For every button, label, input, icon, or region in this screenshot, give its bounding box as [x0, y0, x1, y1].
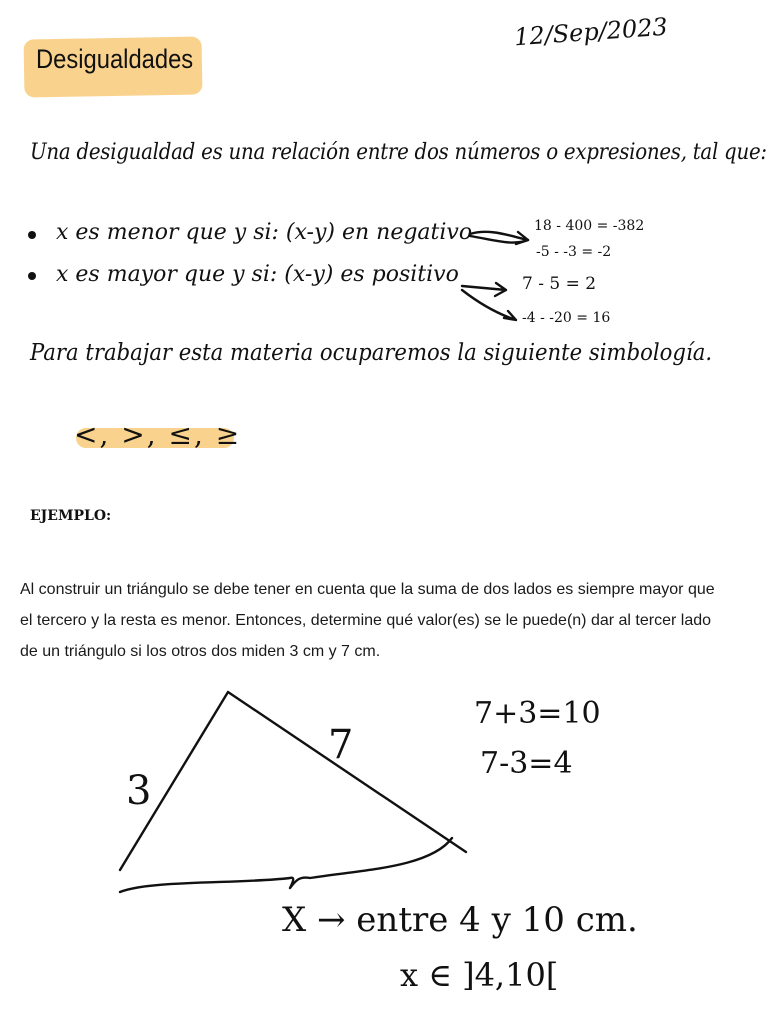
- intro-text: Una desigualdad es una relación entre dos números o expresiones, tal que:: [30, 140, 767, 165]
- symbols-list: <, >, ≤, ≥: [74, 418, 242, 451]
- bullet-2-example-2: -4 - -20 = 16: [522, 310, 611, 326]
- page-title: Desigualdades: [36, 44, 194, 74]
- bullet-1-text: x es menor que y si: (x-y) en negativo: [56, 220, 473, 245]
- bullet-1-example-1: 18 - 400 = -382: [534, 218, 645, 234]
- problem-text: Al construir un triángulo se debe tener en cuenta que la suma de dos lados es siempre mayor que el tercero y la resta es menor. Entonces, determine qué valor(es) se le puede(n) dar al tercer lado de un triángulo si los otros dos miden 3 cm y 7 cm.: [20, 581, 715, 660]
- symbology-intro: Para trabajar esta materia ocuparemos la siguiente simbología.: [30, 340, 713, 366]
- brace-icon: [120, 838, 452, 892]
- bullet-2-example-1: 7 - 5 = 2: [522, 274, 597, 294]
- bullet-1-example-2: -5 - -3 = -2: [536, 244, 612, 260]
- side-b-label: 7: [328, 722, 354, 768]
- arrow-3-icon: [462, 290, 516, 320]
- example-label: EJEMPLO:: [30, 508, 112, 524]
- bullet-2-text: x es mayor que y si: (x-y) es positivo: [56, 262, 459, 287]
- interval-text: x ∈ ]4,10[: [400, 956, 559, 994]
- side-a-label: 3: [126, 768, 152, 814]
- answer-text: X → entre 4 y 10 cm.: [282, 900, 638, 940]
- triangle-icon: [120, 692, 466, 870]
- calc-diff: 7-3=4: [480, 746, 573, 781]
- page-date: 12/Sep/2023: [513, 12, 669, 52]
- calc-sum: 7+3=10: [474, 696, 601, 731]
